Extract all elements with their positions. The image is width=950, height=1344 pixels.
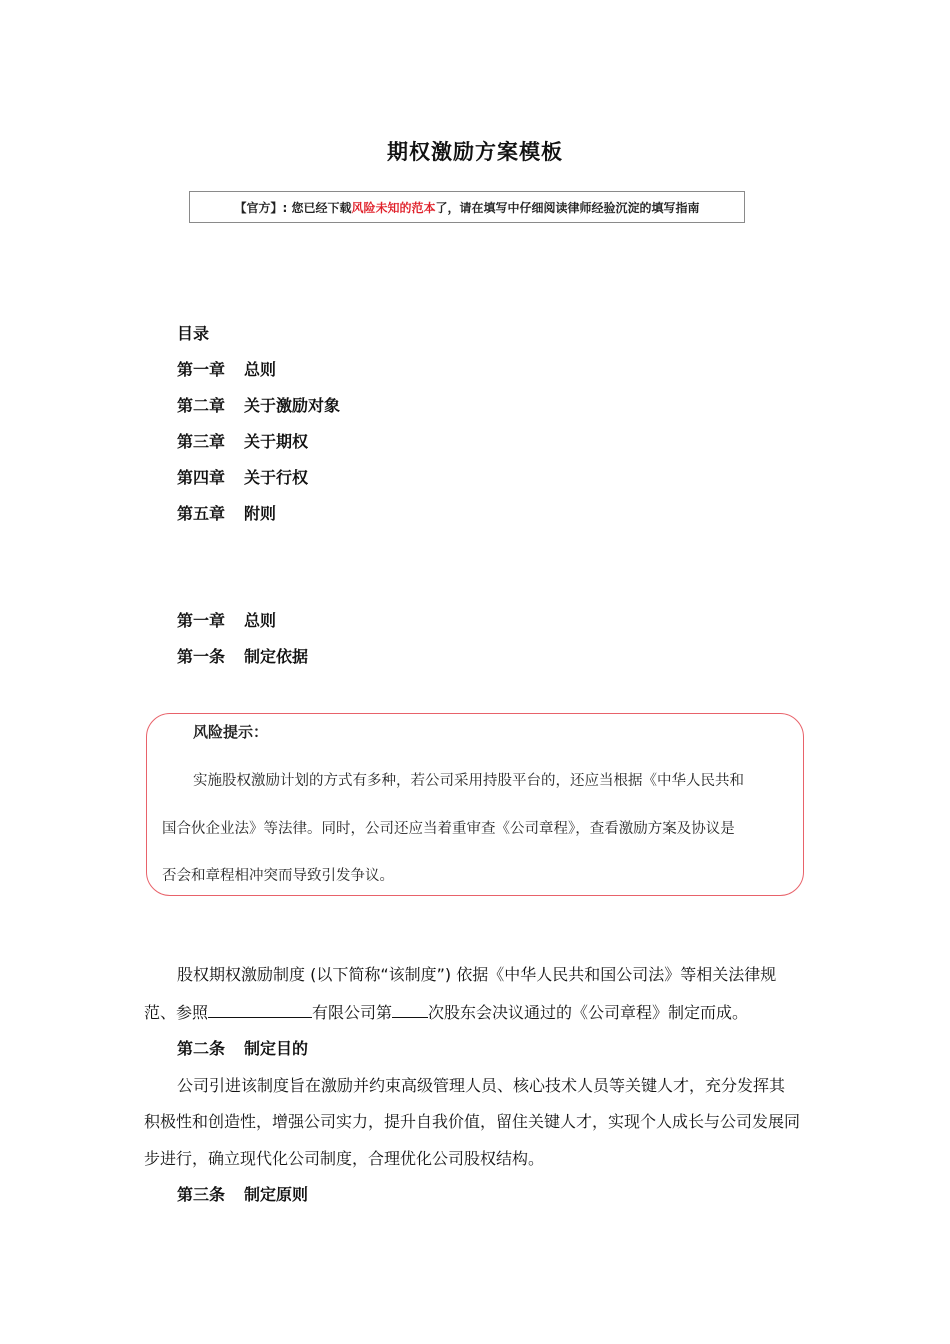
risk-text-line: 否会和章程相冲突而导致引发争议。 (162, 868, 394, 884)
risk-title: 风险提示： (193, 723, 269, 741)
risk-text-line: 国合伙企业法》等法律。同时，公司还应当着重审查《公司章程》，查看激励方案及协议是 (162, 821, 735, 837)
toc-item-title: 关于期权 (244, 432, 309, 451)
article-number: 第三条 (177, 1185, 226, 1204)
toc-item-chapter: 第二章 (177, 396, 226, 415)
toc-item-3 (177, 429, 308, 452)
toc-item-chapter: 第一章 (177, 360, 226, 379)
toc-item-title: 关于激励对象 (244, 396, 341, 415)
article-heading (177, 644, 308, 667)
article-title: 制定目的 (244, 1039, 309, 1058)
chapter-title: 总则 (244, 611, 277, 630)
toc-item-2 (177, 393, 340, 416)
toc-item-5 (177, 501, 276, 524)
toc-item-4 (177, 465, 308, 488)
body-paragraph-line: 股权期权激励制度 (以下简称“该制度”) 依据《中华人民共和国公司法》等相关法律规 (177, 965, 777, 984)
chapter-number: 第一章 (177, 611, 226, 630)
body-paragraph-line: 积极性和创造性，增强公司实力，提升自我价值，留住关键人才，实现个人成长与公司发展同 (144, 1112, 801, 1131)
article-number: 第一条 (177, 647, 226, 666)
toc-heading: 目录 (177, 324, 210, 343)
official-notice-box (189, 191, 745, 223)
article-title: 制定原则 (244, 1185, 309, 1204)
body-paragraph-line (144, 1000, 748, 1023)
article-heading (177, 1182, 308, 1205)
document-title: 期权激励方案模板 (387, 140, 563, 164)
toc-item-title: 附则 (244, 504, 277, 523)
article-title: 制定依据 (244, 647, 309, 666)
toc-item-title: 关于行权 (244, 468, 309, 487)
notice-highlight: 风险未知的范本 (351, 200, 436, 215)
article-number: 第二条 (177, 1039, 226, 1058)
chapter-heading (177, 608, 276, 631)
toc-item-1 (177, 357, 276, 380)
body-paragraph-line: 公司引进该制度旨在激励并约束高级管理人员、核心技术人员等关键人才，充分发挥其 (177, 1076, 786, 1095)
company-name-blank (208, 1003, 312, 1018)
resolution-number-blank (392, 1003, 428, 1018)
toc-item-chapter: 第四章 (177, 468, 226, 487)
body-text: 次股东会决议通过的《公司章程》制定而成。 (428, 1003, 749, 1022)
toc-item-chapter: 第五章 (177, 504, 226, 523)
body-paragraph-line: 步进行，确立现代化公司制度，合理优化公司股权结构。 (144, 1149, 545, 1168)
body-text: 范、参照 (144, 1003, 209, 1022)
article-heading (177, 1036, 308, 1059)
notice-prefix: 【官方】: 您已经下载 (234, 200, 352, 215)
toc-item-chapter: 第三章 (177, 432, 226, 451)
risk-text-line: 实施股权激励计划的方式有多种，若公司采用持股平台的，还应当根据《中华人民共和 (193, 773, 744, 789)
body-text: 有限公司第 (312, 1003, 393, 1022)
toc-item-title: 总则 (244, 360, 277, 379)
notice-suffix: 了，请在填写中仔细阅读律师经验沉淀的填写指南 (435, 200, 700, 215)
